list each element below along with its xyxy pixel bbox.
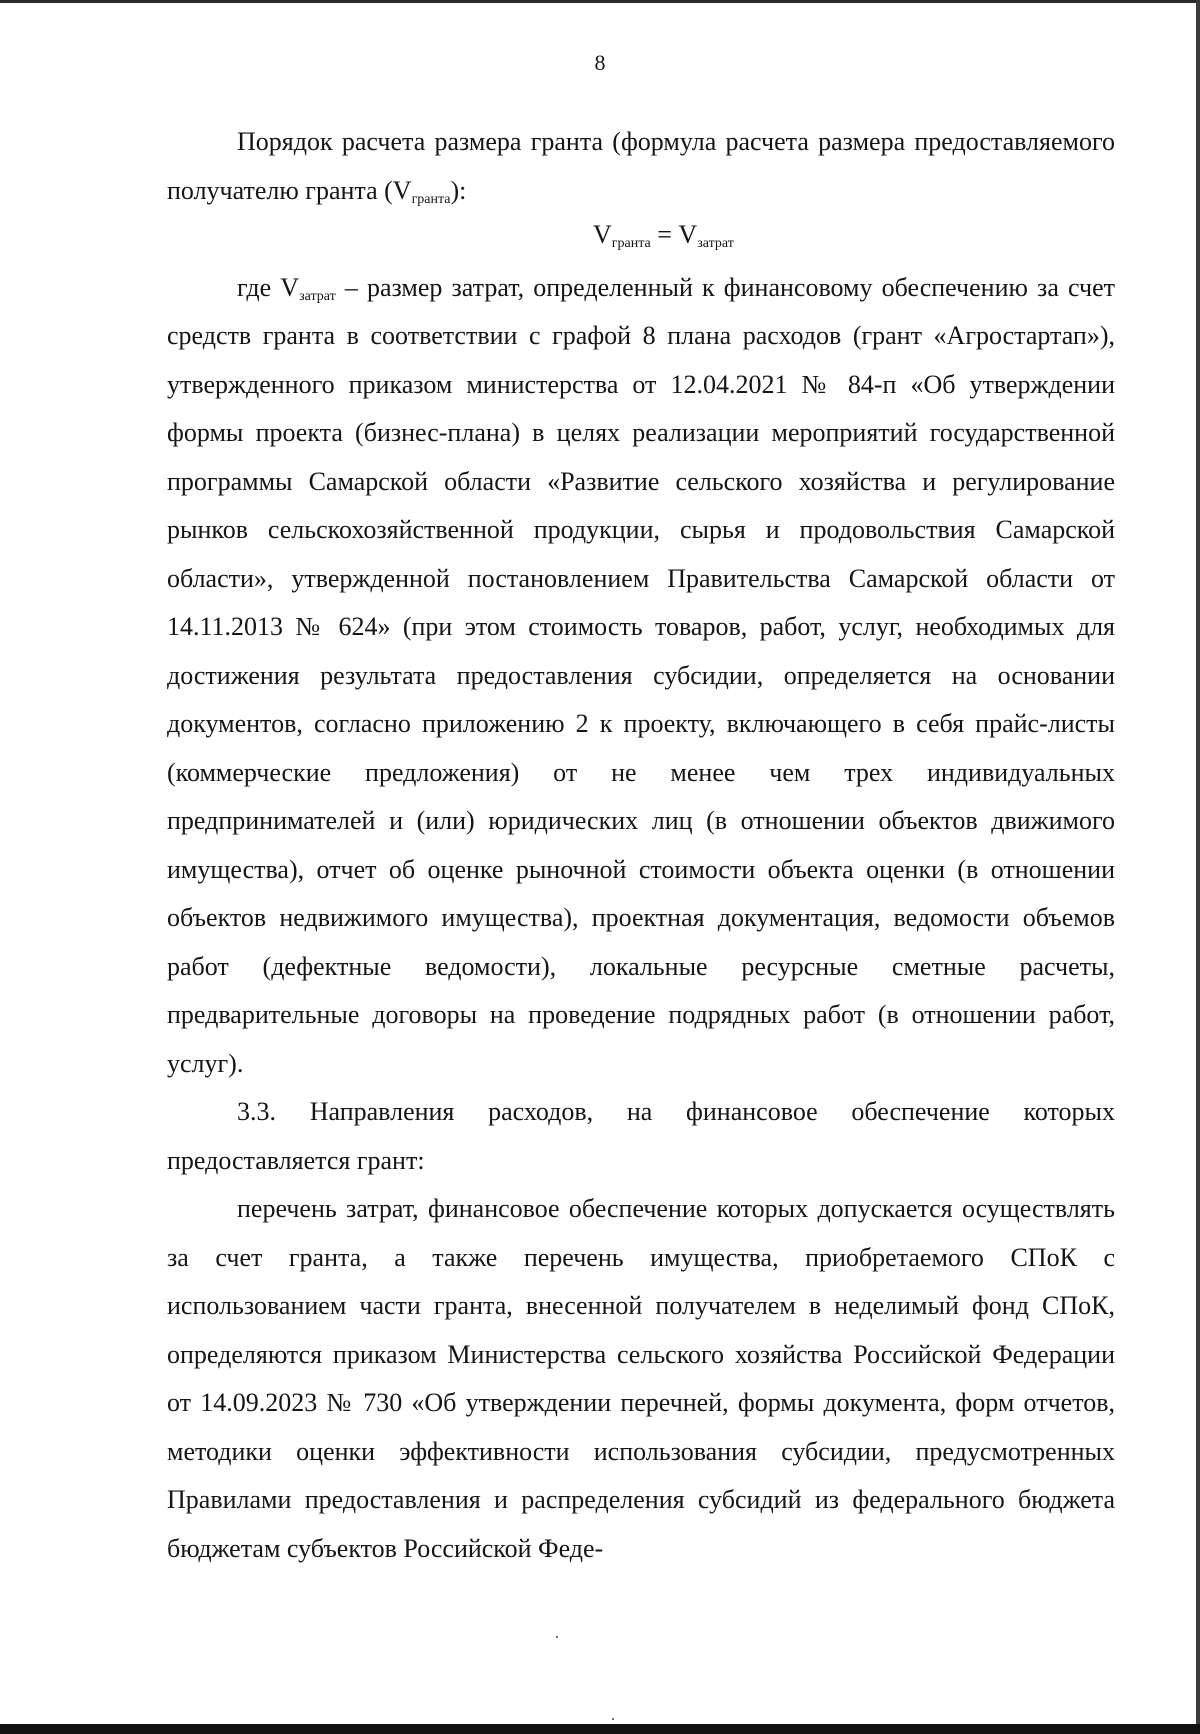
formula-rhs: V (678, 220, 698, 249)
formula-rhs-subscript: затрат (697, 236, 734, 251)
formula-lhs-subscript: гранта (611, 236, 651, 251)
document-body (167, 118, 1115, 1573)
expense-list-paragraph: перечень затрат, финансовое обеспечение которых допускается осуществлять за счет гранта, а также перечень имущества, приобретаемого СПоК с использованием части гранта, внесенной получателем в неделимый фонд СПоК, определяются приказом Министерства сельского хозяйства Российской Федерации от 14.09.2023 № 730 «Об утверждении перечней, формы документа, форм отчетов, методики оценки эффективности использования субсидии, предусмотренных Правилами предоставления и распределения субсидий из федерального бюджета бюджетам субъектов Российской Феде- (167, 1194, 1115, 1563)
scan-speck (612, 1718, 614, 1720)
definition-text: – размер затрат, определенный к финансовому обеспечению за счет средств гранта в соответствии с графой 8 плана расходов (грант «Агростартап»), утвержденного приказом министерства от 12.04.2021 № 84-п «Об утверждении формы проекта (бизнес-плана) в целях реализации мероприятий государственной программы Самарской области «Развитие сельского хозяйства и регулирование рынков сельскохозяйственной продукции, сырья и продовольствия Самарской области», утвержденной постановлением Правительства Самарской области от 14.11.2013 № 624» (при этом стоимость товаров, работ, услуг, необходимых для достижения результата предоставления субсидии, определяется на основании документов, согласно приложению 2 к проекту, включающего в себя прайс-листы (коммерческие предложения) от не менее чем трех индивидуальных предпринимателей и (или) юридических лиц (в отношении объектов движимого имущества), отчет об оценке рыночной стоимости объекта оценки (в отношении объектов недвижимого имущества), проектная документация, ведомости объемов работ (дефектные ведомости), локальные ресурсные сметные расчеты, предварительные договоры на проведение подрядных работ (в отношении работ, услуг). (167, 272, 1115, 1078)
intro-text: Порядок расчета размера гранта (формула расчета размера предоставляемого получателю гранта (V (167, 127, 1115, 205)
intro-tail: ): (450, 175, 467, 205)
intro-subscript: гранта (411, 191, 451, 207)
scan-edge-bottom (0, 1724, 1200, 1734)
formula-lhs: V (593, 220, 612, 249)
definition-subscript: затрат (299, 288, 336, 304)
page-number: 8 (594, 50, 606, 75)
definition-paragraph (167, 264, 1115, 1089)
section-3-3-paragraph: 3.3. Направления расходов, на финансовое обеспечение которых предоставляется грант: (167, 1097, 1115, 1175)
scan-speck (556, 1636, 558, 1638)
intro-paragraph (167, 118, 1115, 215)
grant-formula (167, 211, 1115, 260)
scan-edge-top (0, 0, 1200, 3)
formula-equals: = (650, 220, 679, 249)
scan-edge-right (1196, 0, 1200, 1734)
definition-lead: где V (237, 272, 300, 302)
